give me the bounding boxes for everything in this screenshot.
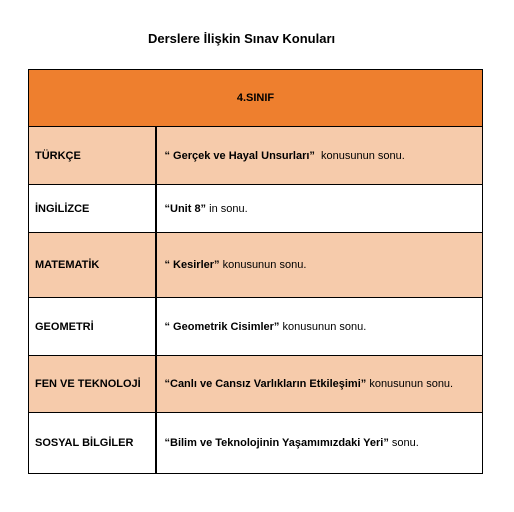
subject-cell: MATEMATİK [29, 233, 156, 298]
topic-cell [156, 298, 483, 356]
subject-cell: TÜRKÇE [29, 127, 156, 185]
topic-suffix: konusunun sonu. [366, 378, 454, 390]
subject-cell: SOSYAL BİLGİLER [29, 413, 156, 474]
topic-suffix: in sonu. [206, 202, 248, 215]
topic-cell [156, 356, 483, 413]
table-row [29, 356, 483, 413]
topic-name: “Bilim ve Teknolojinin Yaşamımızdaki Yeri” [164, 437, 389, 449]
table-header-row [29, 70, 483, 127]
topic-suffix: konusunun sonu. [219, 259, 307, 271]
topic-cell [156, 233, 483, 298]
topic-name: “ Gerçek ve Hayal Unsurları” [164, 149, 315, 162]
table-row [29, 127, 483, 185]
subject-cell: FEN VE TEKNOLOJİ [29, 356, 156, 413]
topic-cell [156, 127, 483, 185]
topic-cell [156, 185, 483, 233]
topic-suffix: sonu. [388, 437, 419, 449]
table-row [29, 413, 483, 474]
table-row [29, 298, 483, 356]
grade-header: 4.SINIF [29, 70, 483, 127]
subject-cell: İNGİLİZCE [29, 185, 156, 233]
document-title: Derslere İlişkin Sınav Konuları [148, 31, 336, 46]
topic-suffix: konusunun sonu. [279, 320, 367, 333]
exam-topics-table [28, 69, 483, 474]
topic-name: “ Geometrik Cisimler” [164, 320, 280, 333]
subject-cell: GEOMETRİ [29, 298, 156, 356]
table-row [29, 233, 483, 298]
topic-name: “Unit 8” [164, 202, 207, 215]
topic-suffix: konusunun sonu. [314, 149, 405, 162]
topic-name: “Canlı ve Cansız Varlıkların Etkileşimi” [164, 378, 367, 390]
topic-name: “ Kesirler” [164, 259, 220, 271]
table-row [29, 185, 483, 233]
topic-cell [156, 413, 483, 474]
